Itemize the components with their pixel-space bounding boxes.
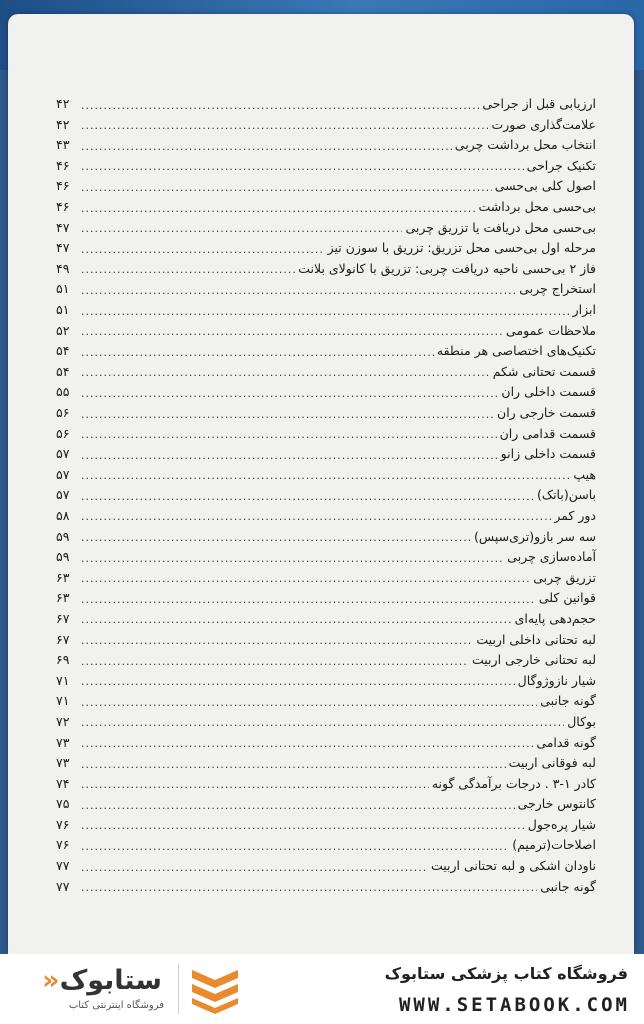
toc-entry-title: آماده‌سازی چربی bbox=[507, 549, 596, 565]
toc-entry-page: ۵۶ bbox=[56, 405, 70, 420]
toc-entry bbox=[56, 667, 596, 688]
toc-entry bbox=[56, 811, 596, 832]
toc-entry-title: شیار پره‌جول bbox=[527, 816, 596, 832]
toc-entry-title: کانتوس خارجی bbox=[517, 796, 596, 812]
setabook-logo bbox=[22, 962, 162, 998]
toc-entry-page: ۵۵ bbox=[56, 384, 70, 400]
logo-arrows-icon: » bbox=[42, 964, 60, 996]
table-of-contents bbox=[56, 90, 596, 893]
toc-entry-title: تکنیک‌های اختصاصی هر منطقه bbox=[436, 343, 596, 359]
toc-entry-page: ۴۶ bbox=[56, 199, 70, 215]
toc-entry bbox=[56, 790, 596, 811]
toc-entry-title: قسمت داخلی زانو bbox=[500, 446, 596, 462]
dot-leader bbox=[81, 306, 570, 317]
dot-leader bbox=[81, 573, 530, 584]
toc-entry-title: تکنیک جراحی bbox=[526, 157, 596, 173]
dot-leader bbox=[81, 676, 515, 687]
dot-leader bbox=[81, 141, 452, 152]
toc-entry-page: ۷۷ bbox=[56, 878, 70, 894]
toc-entry-title: ابزار bbox=[572, 302, 596, 318]
toc-entry bbox=[56, 522, 596, 543]
toc-entry-page: ۵۸ bbox=[56, 507, 70, 523]
dot-leader bbox=[81, 862, 428, 873]
toc-entry-page: ۷۷ bbox=[56, 858, 70, 874]
toc-entry-page: ۴۳ bbox=[56, 137, 70, 153]
toc-entry bbox=[56, 275, 596, 296]
toc-entry-page: ۴۷ bbox=[56, 240, 70, 256]
dot-leader bbox=[81, 244, 325, 255]
dot-leader bbox=[81, 511, 551, 522]
toc-entry-title: بی‌حسی محل برداشت bbox=[478, 199, 596, 215]
dot-leader bbox=[81, 120, 488, 131]
toc-entry-title: تزریق چربی bbox=[533, 569, 596, 585]
toc-entry-page: ۵۴ bbox=[56, 363, 70, 379]
toc-entry bbox=[56, 605, 596, 626]
toc-entry-page: ۵۹ bbox=[56, 549, 70, 565]
toc-entry-title: کادر ۱-۳ . درجات برآمدگی گونه bbox=[431, 775, 596, 791]
toc-entry-title: لبه تحتانی داخلی اربیت bbox=[476, 631, 596, 647]
dot-leader bbox=[81, 100, 479, 111]
toc-entry bbox=[56, 461, 596, 482]
watermark-footer bbox=[0, 954, 644, 1024]
toc-entry-title: ناودان اشکی و لبه تحتانی اربیت bbox=[430, 858, 596, 874]
toc-entry bbox=[56, 543, 596, 564]
toc-entry-page: ۷۳ bbox=[56, 734, 70, 750]
toc-entry-title: قسمت قدامی ران bbox=[499, 425, 596, 441]
toc-entry-title: قوانین کلی bbox=[538, 590, 596, 606]
toc-entry-page: ۶۷ bbox=[56, 631, 70, 647]
dot-leader bbox=[81, 738, 533, 749]
dot-leader bbox=[81, 614, 512, 625]
toc-entry-title: بی‌حسی محل دریافت یا تزریق چربی bbox=[405, 219, 596, 235]
dot-leader bbox=[81, 223, 402, 234]
dot-leader bbox=[81, 182, 492, 193]
toc-entry bbox=[56, 749, 596, 770]
toc-entry-page: ۴۷ bbox=[56, 219, 70, 235]
logo-text: ستابوک bbox=[59, 964, 162, 996]
toc-entry-page: ۵۱ bbox=[56, 302, 70, 318]
toc-entry bbox=[56, 831, 596, 852]
toc-entry-title: بوکال bbox=[567, 713, 596, 729]
dot-leader bbox=[81, 450, 498, 461]
toc-entry bbox=[56, 481, 596, 502]
toc-entry-page: ۶۷ bbox=[56, 610, 70, 626]
toc-entry-page: ۵۷ bbox=[56, 446, 70, 462]
toc-entry-page: ۴۶ bbox=[56, 178, 70, 194]
dot-leader bbox=[81, 759, 506, 770]
toc-entry-title: مرحله اول بی‌حسی محل تزریق: تزریق با سوزن تیز bbox=[327, 240, 596, 256]
toc-entry-title: گونه جانبی bbox=[540, 693, 596, 709]
toc-entry bbox=[56, 255, 596, 276]
dot-leader bbox=[81, 491, 534, 502]
toc-entry-title: علامت‌گذاری صورت bbox=[491, 116, 596, 132]
toc-entry-page: ۵۴ bbox=[56, 343, 70, 359]
dot-leader bbox=[81, 347, 434, 358]
dot-leader bbox=[81, 717, 564, 728]
dot-leader bbox=[81, 800, 515, 811]
toc-entry-title: گونه جانبی bbox=[540, 878, 596, 894]
toc-entry-page: ۵۷ bbox=[56, 487, 70, 503]
dot-leader bbox=[81, 841, 509, 852]
toc-entry-page: ۷۱ bbox=[56, 672, 70, 688]
toc-entry bbox=[56, 687, 596, 708]
dot-leader bbox=[81, 635, 473, 646]
toc-entry bbox=[56, 152, 596, 173]
dot-leader bbox=[81, 285, 516, 296]
dot-leader bbox=[81, 656, 469, 667]
toc-entry bbox=[56, 399, 596, 420]
dot-leader bbox=[81, 470, 570, 481]
toc-entry-page: ۷۵ bbox=[56, 796, 70, 812]
dot-leader bbox=[81, 553, 504, 564]
toc-entry bbox=[56, 193, 596, 214]
toc-entry bbox=[56, 852, 596, 873]
chevron-stack-icon bbox=[188, 964, 242, 1014]
toc-entry-title: لبه تحتانی خارجی اربیت bbox=[472, 652, 596, 668]
toc-entry-page: ۴۶ bbox=[56, 157, 70, 173]
toc-entry bbox=[56, 296, 596, 317]
toc-entry-title: شیار نازوژوگال bbox=[517, 672, 596, 688]
toc-entry bbox=[56, 337, 596, 358]
dot-leader bbox=[81, 779, 429, 790]
toc-entry-page: ۴۲ bbox=[56, 116, 70, 132]
dot-leader bbox=[81, 697, 537, 708]
toc-entry-page: ۷۲ bbox=[56, 713, 70, 729]
toc-entry bbox=[56, 111, 596, 132]
dot-leader bbox=[81, 326, 503, 337]
toc-entry-page: ۵۷ bbox=[56, 466, 70, 482]
toc-entry bbox=[56, 214, 596, 235]
dot-leader bbox=[81, 367, 490, 378]
toc-entry-title: اصول کلی بی‌حسی bbox=[494, 178, 596, 194]
toc-entry-page: ۷۳ bbox=[56, 755, 70, 771]
toc-entry-page: ۵۹ bbox=[56, 528, 70, 544]
toc-entry bbox=[56, 625, 596, 646]
toc-entry bbox=[56, 234, 596, 255]
toc-entry-title: باسن(باتک) bbox=[537, 487, 596, 503]
toc-entry bbox=[56, 646, 596, 667]
toc-entry bbox=[56, 564, 596, 585]
dot-leader bbox=[81, 882, 537, 893]
toc-entry-page: ۶۹ bbox=[56, 652, 70, 668]
toc-entry-page: ۶۳ bbox=[56, 590, 70, 606]
toc-entry-title: قسمت تحتانی شکم bbox=[492, 363, 596, 379]
toc-entry-page: ۶۳ bbox=[56, 569, 70, 585]
toc-entry bbox=[56, 502, 596, 523]
toc-entry-title: استخراج چربی bbox=[519, 281, 596, 297]
toc-entry bbox=[56, 172, 596, 193]
dot-leader bbox=[81, 409, 494, 420]
toc-entry-title: قسمت خارجی ران bbox=[497, 405, 596, 420]
toc-entry bbox=[56, 873, 596, 894]
toc-entry bbox=[56, 708, 596, 729]
dot-leader bbox=[81, 203, 475, 214]
toc-entry-page: ۴۹ bbox=[56, 260, 70, 276]
toc-entry-title: ارزیابی قبل از جراحی bbox=[482, 96, 596, 112]
toc-entry bbox=[56, 728, 596, 749]
toc-entry-title: سه سر بازو(تری‌سپس) bbox=[474, 528, 596, 544]
toc-entry bbox=[56, 770, 596, 791]
toc-entry-title: دور کمر bbox=[554, 507, 596, 523]
dot-leader bbox=[81, 264, 295, 275]
toc-entry-page: ۷۶ bbox=[56, 816, 70, 832]
toc-entry-page: ۴۲ bbox=[56, 96, 70, 112]
dot-leader bbox=[81, 820, 525, 831]
toc-entry bbox=[56, 378, 596, 399]
toc-entry-title: گونه قدامی bbox=[536, 734, 596, 750]
toc-entry bbox=[56, 584, 596, 605]
toc-entry-title: ملاحظات عمومی bbox=[506, 322, 596, 338]
shop-name: فروشگاه کتاب پزشکی ستابوک bbox=[384, 964, 628, 983]
toc-entry bbox=[56, 131, 596, 152]
logo-tagline: فروشگاه اینترنتی کتاب bbox=[68, 1000, 164, 1011]
toc-entry-title: هیپ bbox=[573, 466, 596, 482]
dot-leader bbox=[81, 388, 498, 399]
dot-leader bbox=[81, 429, 497, 440]
toc-entry bbox=[56, 317, 596, 338]
toc-entry bbox=[56, 90, 596, 111]
toc-entry-page: ۷۴ bbox=[56, 775, 70, 791]
dot-leader bbox=[81, 594, 536, 605]
toc-entry-title: اصلاحات(ترمیم) bbox=[512, 837, 596, 853]
toc-entry-page: ۵۱ bbox=[56, 281, 70, 297]
website-url: WWW.SETABOOK.COM bbox=[398, 994, 630, 1016]
toc-entry-page: ۵۶ bbox=[56, 425, 70, 441]
toc-entry-title: انتخاب محل برداشت چربی bbox=[454, 137, 596, 153]
toc-entry-page: ۷۶ bbox=[56, 837, 70, 853]
toc-entry-title: قسمت داخلی ران bbox=[501, 384, 596, 400]
dot-leader bbox=[81, 161, 524, 172]
toc-entry-title: فاز ۲ بی‌حسی ناحیه دریافت چربی: تزریق با کانولای بلانت bbox=[298, 260, 596, 276]
dot-leader bbox=[81, 532, 471, 543]
toc-entry-title: لبه فوقانی اربیت bbox=[508, 755, 596, 771]
footer-divider bbox=[178, 964, 179, 1014]
toc-entry bbox=[56, 358, 596, 379]
toc-entry bbox=[56, 420, 596, 441]
toc-entry-page: ۷۱ bbox=[56, 693, 70, 709]
toc-entry bbox=[56, 440, 596, 461]
toc-entry-title: حجم‌دهی پایه‌ای bbox=[514, 610, 596, 626]
toc-entry-page: ۵۲ bbox=[56, 322, 70, 338]
